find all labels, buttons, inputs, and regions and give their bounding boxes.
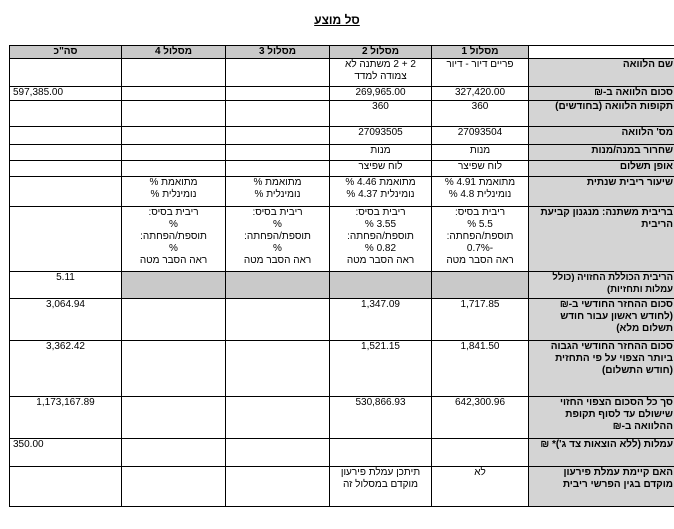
overall-rate-total: 5.11 (10, 272, 122, 299)
header-row (10, 46, 674, 59)
table-row (10, 272, 674, 299)
header-total: סה"כ (10, 46, 122, 59)
table-row (10, 87, 674, 101)
table-row (10, 207, 674, 272)
header-track1: מסלול 1 (432, 46, 529, 59)
row-label-total-expected: סך כל הסכום הצפוי החזוי שישולם עד לסוף תקופת ההלוואה ב-₪ (529, 397, 674, 439)
loan-amount-total: 597,385.00 (10, 87, 122, 101)
table-row (10, 127, 674, 145)
row-label-fees: עמלות (ללא הוצאות צד ג')* ₪ (529, 439, 674, 467)
row-label-max-monthly: סכום ההחזר החודשי הגבוה ביותר הצפוי על פי התחזית (חודש התשלום) (529, 341, 674, 397)
table-row (10, 145, 674, 161)
row-label-release: שחרור במנה/מנות (529, 145, 674, 161)
variable-mechanism-track2: ריבית בסיס: 3.55 % תוספת/הפחתה: 0.82 % ראה הסבר מטה (330, 207, 432, 272)
repayment-track1: לוח שפיצר (432, 161, 529, 177)
row-label-loan-amount: סכום הלוואה ב-₪ (529, 87, 674, 101)
table-row (10, 59, 674, 87)
table-row (10, 397, 674, 439)
annual-rate-track1: מתואמת 4.91 % נומינלית 4.8 % (432, 177, 529, 207)
total-expected-track1: 642,300.96 (432, 397, 529, 439)
row-label-annual-rate: שיעור ריבית שנתית (529, 177, 674, 207)
annual-rate-track3: מתואמת % נומינלית % (226, 177, 330, 207)
loan-name-track2: 2 + 2 משתנה לא צמודה למדד (330, 59, 432, 87)
row-label-overall-rate: הריבית הכוללת החזויה (כולל עמלות ותחזיות) (529, 272, 674, 299)
max-monthly-track2: 1,521.15 (330, 341, 432, 397)
row-label-early-fee: האם קיימת עמלת פירעון מוקדם בגין הפרשי ריבית (529, 467, 674, 507)
table-row (10, 467, 674, 507)
table-row (10, 101, 674, 127)
loan-number-track1: 27093504 (432, 127, 529, 145)
row-label-loan-name: שם הלוואה (529, 59, 674, 87)
header-track3: מסלול 3 (226, 46, 330, 59)
header-blank-cell (529, 46, 674, 59)
table-row (10, 439, 674, 467)
table-row (10, 299, 674, 341)
row-label-first-monthly: סכום ההחזר החודשי ב-₪ (לחודש ראשון עבור חודש תשלום מלא) (529, 299, 674, 341)
repayment-track2: לוח שפיצר (330, 161, 432, 177)
variable-mechanism-track1: ריבית בסיס: 5.5 % תוספת/הפחתה: -0.7% ראה הסבר מטה (432, 207, 529, 272)
loan-period-track2: 360 (330, 101, 432, 127)
loan-period-track1: 360 (432, 101, 529, 127)
row-label-repayment: אופן תשלום (529, 161, 674, 177)
first-monthly-track1: 1,717.85 (432, 299, 529, 341)
early-fee-track2: תיתכן עמלת פירעון מוקדם במסלול זה (330, 467, 432, 507)
total-expected-track2: 530,866.93 (330, 397, 432, 439)
loan-amount-track2: 269,965.00 (330, 87, 432, 101)
fees-total: 350.00 (10, 439, 122, 467)
variable-mechanism-track4: ריבית בסיס: % תוספת/הפחתה: % ראה הסבר מטה (122, 207, 226, 272)
page-title: סל מוצע (314, 13, 360, 27)
loan-number-track2: 27093505 (330, 127, 432, 145)
first-monthly-total: 3,064.94 (10, 299, 122, 341)
row-label-loan-number: מס' הלוואה (529, 127, 674, 145)
table-row (10, 177, 674, 207)
max-monthly-total: 3,362.42 (10, 341, 122, 397)
header-track2: מסלול 2 (330, 46, 432, 59)
loan-name-track1: פריים דיור - דיור (432, 59, 529, 87)
annual-rate-track2: מתואמת 4.46 % נומינלית 4.37 % (330, 177, 432, 207)
variable-mechanism-track3: ריבית בסיס: % תוספת/הפחתה: % ראה הסבר מטה (226, 207, 330, 272)
table-row (10, 161, 674, 177)
annual-rate-track4: מתואמת % נומינלית % (122, 177, 226, 207)
max-monthly-track1: 1,841.50 (432, 341, 529, 397)
header-track4: מסלול 4 (122, 46, 226, 59)
table-row (10, 341, 674, 397)
row-label-loan-period: תקופות הלוואה (בחודשים) (529, 101, 674, 127)
early-fee-track1: לא (432, 467, 529, 507)
release-track2: מנות (330, 145, 432, 161)
loan-basket-table (9, 45, 674, 507)
first-monthly-track2: 1,347.09 (330, 299, 432, 341)
release-track1: מנות (432, 145, 529, 161)
total-expected-total: 1,173,167.89 (10, 397, 122, 439)
row-label-variable-mechanism: בריבית משתנה: מנגנון קביעת הריבית (529, 207, 674, 272)
loan-amount-track1: 327,420.00 (432, 87, 529, 101)
